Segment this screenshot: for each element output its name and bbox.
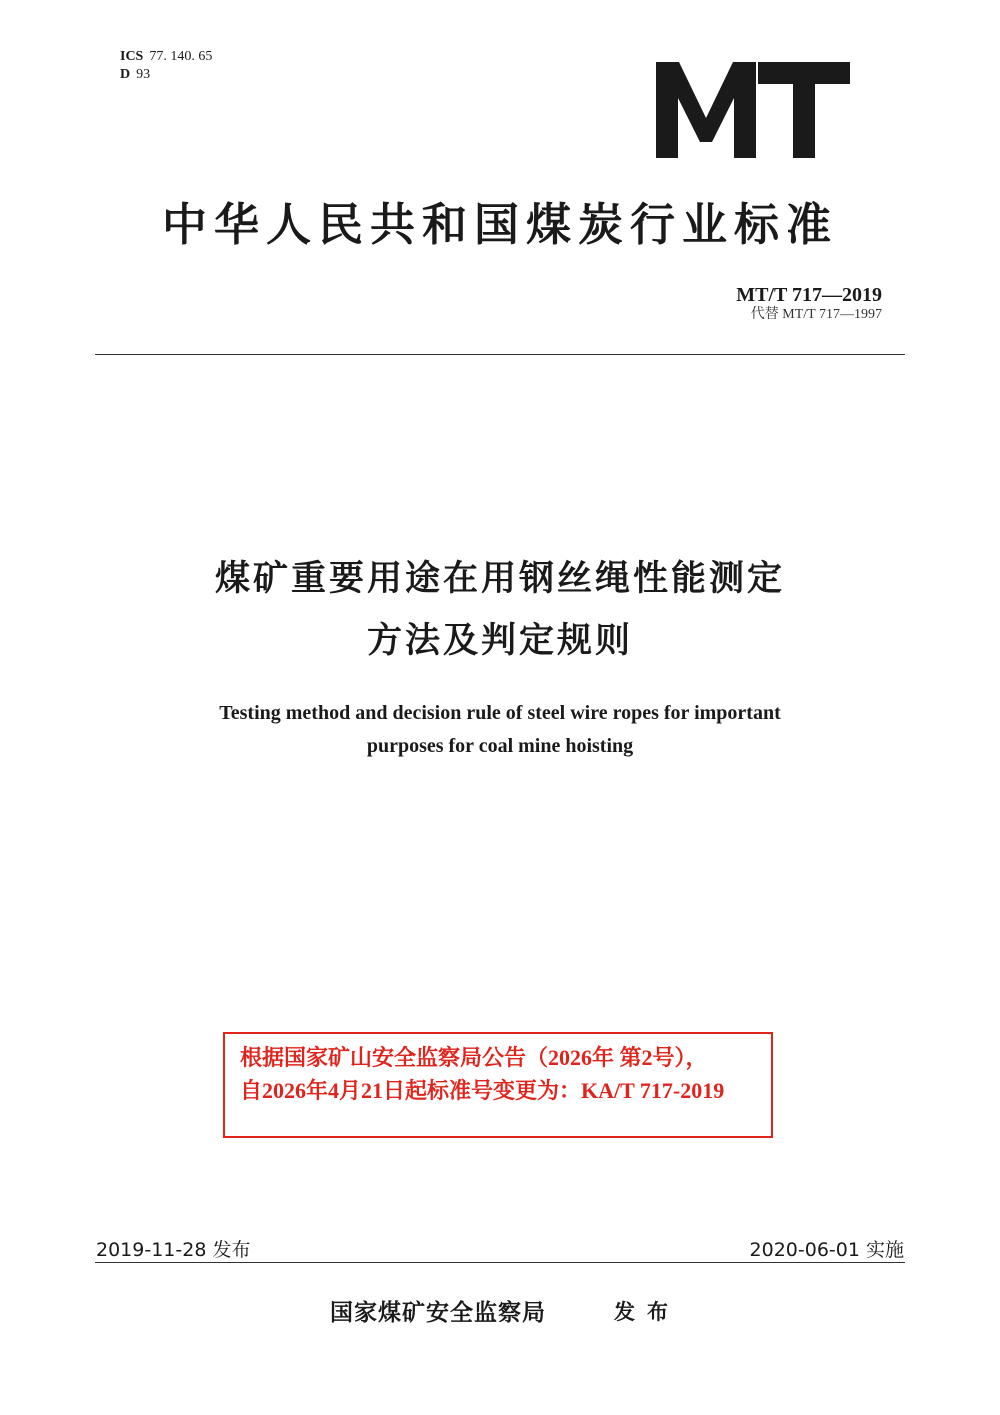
- ics-label: ICS: [120, 49, 144, 64]
- ics-code: 77. 140. 65: [149, 49, 213, 64]
- classification-block: [120, 48, 212, 84]
- english-title-line-1: Testing method and decision rule of steel wire ropes for important: [219, 702, 781, 724]
- publisher-name: 国家煤矿安全监察局: [330, 1300, 546, 1326]
- publish-label: 发布: [614, 1300, 680, 1324]
- ccs-line: [120, 66, 212, 84]
- notice-line-1: 根据国家矿山安全监察局公告（2026年 第2号），: [240, 1045, 708, 1070]
- issue-date: 2019-11-28 发布: [96, 1239, 251, 1261]
- chinese-title: [0, 548, 1000, 672]
- english-title-line-2: purposes for coal mine hoisting: [366, 735, 634, 757]
- bottom-divider: [95, 1262, 905, 1263]
- english-title: [0, 697, 1000, 763]
- implementation-date: 2020-06-01 实施: [749, 1239, 904, 1261]
- standard-change-notice: [240, 1041, 724, 1107]
- industry-standard-title: 中华人民共和国煤炭行业标准: [161, 198, 838, 251]
- mt-logo: [656, 62, 850, 158]
- standard-code-block: [736, 284, 882, 324]
- notice-line-2: 自2026年4月21日起标准号变更为：KA/T 717-2019: [240, 1078, 725, 1103]
- standard-number: MT/T 717—2019: [736, 284, 882, 306]
- chinese-title-line-1: 煤矿重要用途在用钢丝绳性能测定: [214, 559, 785, 599]
- ccs-label: D: [120, 67, 131, 82]
- chinese-title-line-2: 方法及判定规则: [366, 621, 633, 661]
- ccs-code: 93: [136, 67, 151, 82]
- top-divider: [95, 354, 905, 355]
- ics-line: [120, 48, 212, 66]
- replaced-standard: 代替 MT/T 717—1997: [750, 307, 882, 322]
